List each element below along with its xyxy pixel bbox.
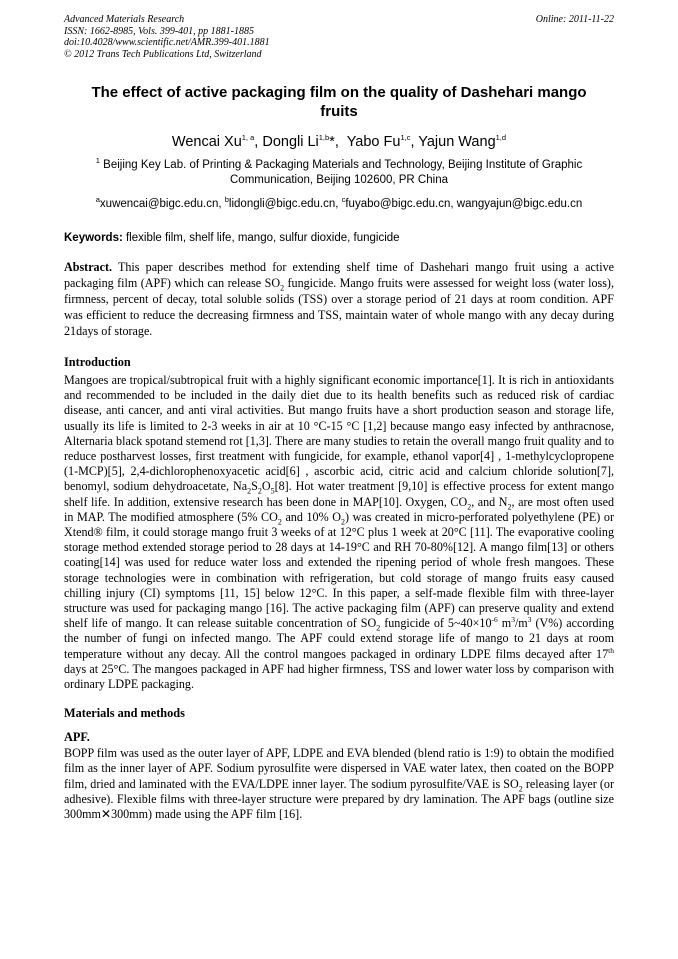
author-separator: , (334, 134, 347, 150)
copyright-line: © 2012 Trans Tech Publications Ltd, Switzerland (64, 48, 262, 60)
intro-text: days at 25°C. The mangoes packaged in APF had higher firmness, TSS and lower water loss by comparison with ordinary LDPE packaging. (64, 661, 614, 692)
email-mark: b (224, 195, 229, 205)
apf-subheading: APF. (64, 730, 90, 745)
subscript: 2 (518, 784, 523, 794)
author-name: Yajun Wang (418, 134, 496, 150)
subscript: 2 (277, 517, 282, 527)
doi-line: doi:10.4028/www.scientific.net/AMR.399-401.1881 (64, 37, 270, 48)
corresponding-mark: * (329, 134, 335, 150)
email-address[interactable]: fuyabo@bigc.edu.cn, wangyajun@bigc.edu.cn (345, 198, 583, 210)
abstract-text: fungicide. Mango fruits were assessed for weight loss (water loss), firmness, percent of decay, total soluble solids (TSS) over a storage period of 21 days at room condition. APF was efficient to reduce the decreasing firmness and TSS, maintain water of whole mango with any decay during 21days of storage. (64, 276, 614, 338)
email-address[interactable]: lidongli@bigc.edu.cn, (228, 198, 342, 210)
paper-title: The effect of active packaging film on the quality of Dashehari mango fruits (91, 84, 587, 120)
intro-text: O (261, 479, 271, 494)
online-date: Online: 2011-11-22 (535, 14, 614, 25)
affil-mark: 1 (95, 156, 100, 166)
affiliation-text: Beijing Key Lab. of Printing & Packaging Materials and Technology, Beijing Institute of Graphic Communication, Beijing 102600, PR China (103, 159, 583, 186)
superscript: 3 (527, 615, 532, 625)
intro-text: ) was created in micro-perforated polyethylene (PE) or Xtend® film, it could storage mango fruit 3 weeks of at 12°C plus 1 week at 20°C [11]. The evaporative cooling storage method extended storage period to 28 days at 14-19°C and RH 70-80%[12]. A mango film[13] or others coating[14] was used for reduce water loss and extended the ripening period of whole fresh mangoes. These storage technologies were in combination with refrigeration, but cold storage of mango fruits easy caused chilling injury (CI) symptoms [11, 15] below 12°C. In this paper, a self-made flexible film with three-layer structure was used for packaging mango [16]. The active packaging film (APF) can preserve quality and extend shelf life of mango. It can release suitable concentration of SO (64, 509, 614, 631)
subscript: 2 (247, 486, 252, 496)
subscript: 5 (270, 486, 275, 496)
introduction-heading: Introduction (64, 355, 131, 369)
intro-text: [8]. Hot water treatment [9,10] is effective process for extent mango shelf life. In addition, extensive research has been done in MAP[10]. Oxygen, CO (64, 479, 615, 509)
methods-text: BOPP film was used as the outer layer of APF, LDPE and EVA blended (blend ratio is 1:9) to obtain the modified film as the inner layer of APF. Sodium pyrosulfite were dispersed in VAE water latex, then coated on the BOPP film, dried and laminated with the EVA/LDPE inner layer. The sodium pyrosulfite/VAE is SO (64, 746, 614, 791)
journal-header (64, 14, 614, 60)
intro-text: m (497, 616, 512, 631)
author-name: Yabo Fu (346, 134, 401, 150)
keywords-label: Keywords: (64, 232, 123, 244)
journal-name: Advanced Materials Research (64, 14, 185, 25)
methods-text: releasing layer (or adhesive). Flexible films with three-layer structure were prepared by dry lamination. The APF bags (outline size 300mm✕300mm) made using the APF film [16]. (64, 776, 614, 822)
abstract (64, 259, 614, 339)
email-mark: a (95, 195, 100, 205)
intro-text: , are most often used in MAP. The modified atmosphere (5% CO (64, 494, 615, 524)
subscript: 2 (467, 502, 472, 512)
author-affil-mark: 1,d (495, 133, 507, 143)
subscript: 2 (341, 517, 346, 527)
superscript: -6 (491, 615, 498, 625)
intro-text: /m (514, 616, 528, 631)
intro-text: S (251, 479, 258, 494)
author-name: Wencai Xu (171, 134, 242, 150)
email-address[interactable]: xuwencai@bigc.edu.cn, (99, 198, 225, 210)
subscript: 2 (376, 623, 381, 633)
author-name: Dongli Li (262, 134, 319, 150)
abstract-text: This paper describes method for extending shelf time of Dashehari mango fruit using a active packaging film (APF) which can release SO (64, 260, 614, 290)
intro-text: (V%) according the number of fungi on infected mango. The APF could extend storage life of mango to 21 days at room temperature without any decay. All the control mangoes packaged in ordinary LDPE films decayed after 17 (64, 616, 614, 661)
abstract-label: Abstract. (64, 260, 113, 274)
intro-text: Mangoes are tropical/subtropical fruit with a highly significant economic importance[1]. It is rich in antioxidants and recommended to be included in the daily diet due to its health benefits such as reduced risk of cardiac disease, anti cancer, and anti viral activities. But mango fruits have a short production season and storage life, usually its life is limited to 2-3 weeks in air at 10 °C-15 °C [1,2] because mango easy infected by anthracnose, Alternaria black spotand stemend rot [1,3]. There are many studies to retain the overall mango fruit quality and to reduce postharvest losses, first treatment with fungicide, for example, ethanol vapor[4] , 1-methylcyclopropene (1-MCP)[5], 2,4-dichlorophenoxyacetic acid[6] , ascorbic acid, citric acid and calcium chloride solution[7], benomyl, sodium dehydroacetate, Na (64, 373, 614, 494)
keywords (64, 231, 614, 246)
subscript: 2 (257, 486, 262, 496)
methods-heading: Materials and methods (64, 706, 185, 721)
author-separator: , (254, 134, 263, 150)
intro-text: and 10% O (281, 509, 342, 524)
author-separator: , (410, 134, 419, 150)
superscript: th (608, 645, 614, 655)
affiliation (64, 158, 614, 188)
subscript: 2 (280, 283, 285, 293)
superscript: 3 (511, 615, 515, 625)
introduction-paragraph (64, 373, 614, 692)
author-affil-mark: 1,b (318, 133, 330, 143)
intro-text: , and N (471, 494, 508, 509)
author-list (64, 133, 614, 151)
apf-paragraph (64, 746, 614, 822)
intro-text: fungicide of 5~40×10 (380, 616, 492, 631)
author-affil-mark: 1, a (241, 133, 255, 143)
keywords-text: flexible film, shelf life, mango, sulfur dioxide, fungicide (122, 232, 400, 244)
issn-line: ISSN: 1662-8985, Vols. 399-401, pp 1881-1885 (64, 25, 254, 37)
subscript: 2 (507, 502, 512, 512)
author-affil-mark: 1,c (400, 133, 411, 143)
email-mark: c (341, 195, 346, 205)
author-emails (64, 197, 614, 212)
